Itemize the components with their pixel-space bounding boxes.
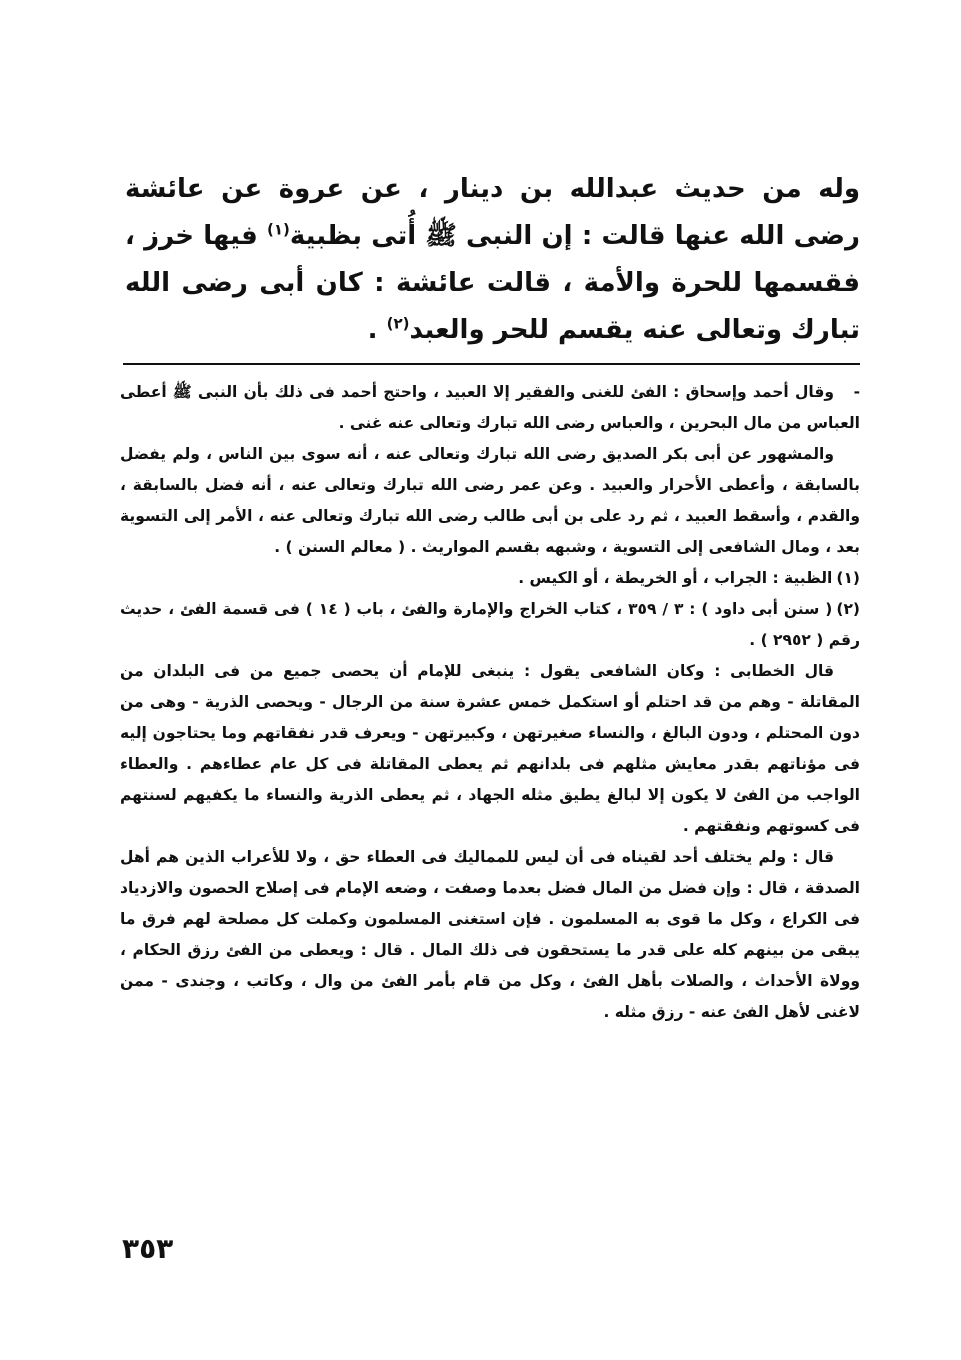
footnote-separator xyxy=(123,363,860,365)
page-number: ٣٥٣ xyxy=(122,1232,174,1265)
main-text-part1: وله من حديث عبدالله بن دينار ، عن عروة عن عائشة رضى الله عنها قالت : إن النبى ﷺ أُتى بظبية xyxy=(125,174,860,251)
note-paragraph-1 xyxy=(120,377,860,439)
note-paragraph-4: قال : ولم يختلف أحد لقيناه فى أن ليس للمماليك فى العطاء حق ، ولا للأعراب الذين هم أهل الصدقة ، قال : وإن فضل من المال فضل بعدما وصفت ، وضعه الإمام فى إصلاح الحصون والازدياد فى الكراع ، وكل ما قوى به المسلمون . فإن استغنى المسلمون وكملت كل مصلحة لهم فرق ما يبقى من بينهم كله على قدر ما يستحقون فى ذلك المال . قال : ويعطى من الفئ رزق الحكام ، وولاة الأحداث ، والصلات بأهل الفئ ، وكل من قام بأمر الفئ من وال ، وكاتب ، وجندى - ممن لاغنى لأهل الفئ عنه - رزق مثله . xyxy=(120,848,860,1021)
footnotes-section xyxy=(120,377,860,1028)
note-paragraph-3: قال الخطابى : وكان الشافعى يقول : ينبغى للإمام أن يحصى جميع من فى البلدان من المقاتلة - وهم من قد احتلم أو استكمل خمس عشرة سنة من الرجال - ويحصى الذرية - وهى من دون المحتلم ، ودون البالغ ، والنساء صغيرتهن ، وكبيرتهن - ويعرف قدر نفقاتهم وما يحتاجون إليه فى مؤناتهم بقدر معايش مثلهم فى بلدانهم ثم يعطى المقاتلة فى كل عام عطاءهم . والعطاء الواجب من الفئ لا يكون إلا لبالغ يطيق مثله الجهاد ، ثم يعطى الذرية والنساء ما يكفيهم لسنتهم فى كسوتهم ونفقتهم . xyxy=(120,662,860,835)
footnote-1 xyxy=(120,563,860,594)
main-text-part2: فيها خرز ، فقسمها للحرة والأمة ، قالت عائشة : كان أبى رضى الله تبارك وتعالى عنه يقسم للحر والعبد xyxy=(125,221,860,345)
note-bullet: - xyxy=(853,383,860,401)
footnote-2-text: ( سنن أبى داود ) : ٣ / ٣٥٩ ، كتاب الخراج والإمارة والفئ ، باب ( ١٤ ) فى قسمة الفئ ، حديث رقم ( ٢٩٥٢ ) . xyxy=(120,600,860,649)
note-paragraph-2: والمشهور عن أبى بكر الصديق رضى الله تبارك وتعالى عنه ، أنه سوى بين الناس ، ولم يفضل بالسابقة ، وأعطى الأحرار والعبيد . وعن عمر رضى الله تبارك وتعالى عنه ، أنه فضل بالسابقة ، والقدم ، وأسقط العبيد ، ثم رد على بن أبى طالب رضى الله تبارك وتعالى عنه ، الأمر إلى التسوية بعد ، ومال الشافعى إلى التسوية ، وشبهه بقسم المواريث . ( معالم السنن ) . xyxy=(120,445,860,556)
footnote-1-number: (١) xyxy=(836,569,860,587)
main-paragraph xyxy=(125,166,860,354)
footnote-ref-2[interactable]: (٢) xyxy=(386,314,410,333)
footnote-2 xyxy=(120,594,860,656)
footnote-2-number: (٢) xyxy=(836,600,860,618)
footnote-ref-1[interactable]: (١) xyxy=(267,220,290,239)
note-paragraph-1-text: وقال أحمد وإسحاق : الفئ للغنى والفقير إلا العبيد ، واحتج أحمد فى ذلك بأن النبى ﷺ أعطى العباس من مال البحرين ، والعباس رضى الله تبارك وتعالى عنه غنى . xyxy=(120,383,860,432)
main-text-part3: . xyxy=(367,315,387,345)
footnote-1-text: الظبية : الجراب ، أو الخريطة ، أو الكيس . xyxy=(518,569,833,587)
